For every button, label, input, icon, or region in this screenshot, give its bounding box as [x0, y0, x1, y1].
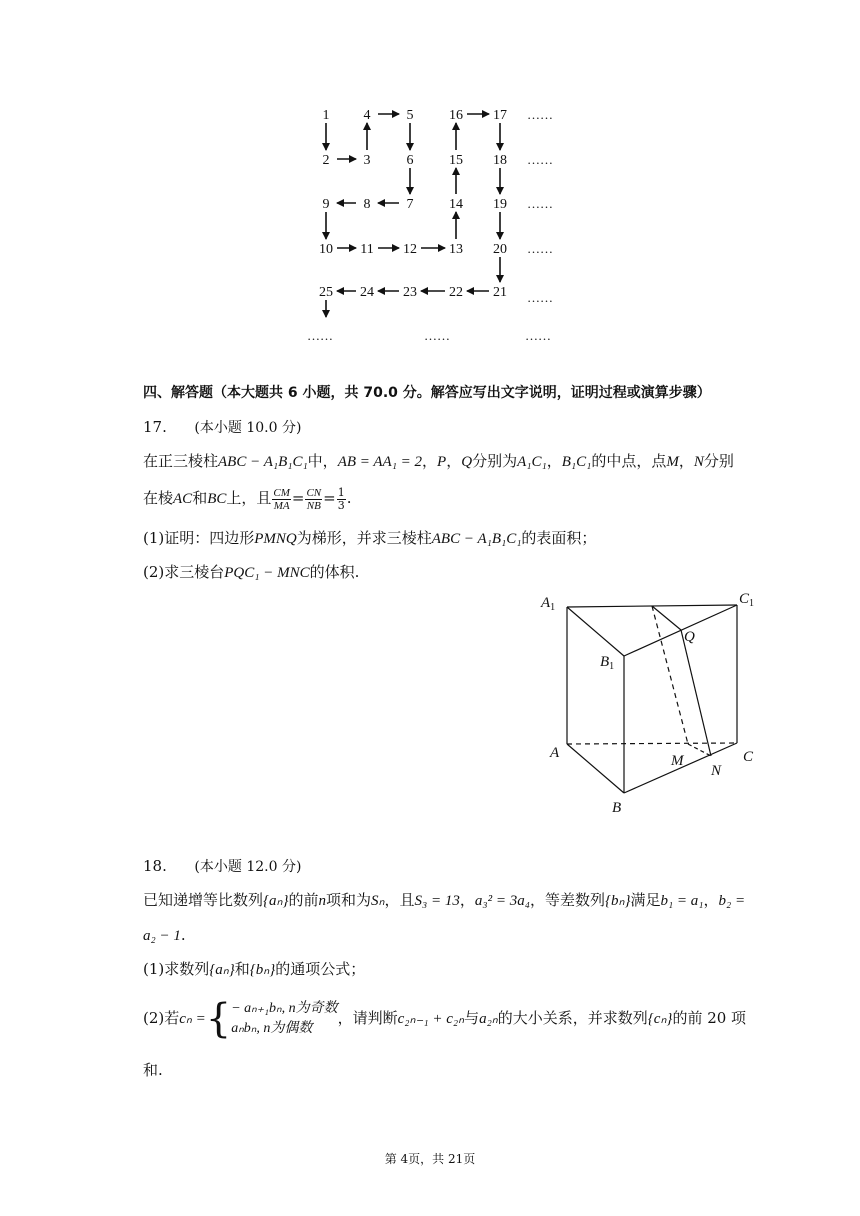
- spiral-number: 1: [322, 108, 330, 123]
- text: 在正三棱柱: [143, 452, 219, 470]
- spiral-number: 19: [493, 197, 507, 212]
- math: b₂ =: [718, 893, 746, 909]
- spiral-ellipses: [307, 107, 553, 343]
- spiral-number: 15: [449, 153, 463, 168]
- text: 满足: [630, 891, 661, 909]
- case-even: aₙbₙ, n为偶数: [231, 1021, 313, 1036]
- spiral-ellipsis: ……: [527, 241, 553, 256]
- math: PMNQ: [254, 531, 297, 547]
- piecewise-cases: [231, 999, 337, 1039]
- spiral-number: 11: [360, 242, 374, 257]
- fraction-cm-ma: [272, 487, 291, 512]
- math: AC: [173, 491, 193, 507]
- text: 与: [464, 1009, 480, 1027]
- math: S₃ = 13: [414, 893, 460, 909]
- spiral-number: 2: [322, 153, 330, 168]
- math: N: [693, 454, 704, 470]
- spiral-ellipsis: ……: [307, 328, 333, 343]
- q17-line1: [143, 451, 734, 472]
- math: Q: [461, 454, 473, 470]
- text: 上，且: [226, 489, 272, 507]
- math: a₃² = 3a₄: [474, 893, 530, 909]
- fraction-cn-nb: [305, 487, 322, 512]
- math: B₁C₁: [561, 454, 592, 470]
- spiral-ellipsis: ……: [527, 107, 553, 122]
- text: 的体积.: [309, 563, 360, 581]
- text: 已知递增等比数列: [143, 891, 264, 909]
- label-n: N: [711, 763, 722, 779]
- text: .: [180, 926, 186, 944]
- text: (1)证明：四边形: [143, 529, 255, 547]
- spiral-number: 17: [493, 108, 507, 123]
- numerator: 1: [337, 485, 345, 499]
- label-a: A: [550, 745, 560, 761]
- text: ，: [446, 452, 462, 470]
- text: ，: [459, 891, 475, 909]
- q17-header: [143, 417, 301, 438]
- math: cₙ =: [179, 1011, 206, 1027]
- text: 的前 20 项: [672, 1009, 747, 1027]
- text: (2)求三棱台: [143, 563, 225, 581]
- spiral-number: 20: [493, 242, 507, 257]
- text: 的中点，点: [591, 452, 667, 470]
- text: 在棱: [143, 489, 174, 507]
- spiral-number: 13: [449, 242, 463, 257]
- spiral-ellipsis: ……: [527, 290, 553, 305]
- q18-part2: [143, 996, 746, 1041]
- spiral-ellipsis: ……: [424, 328, 450, 343]
- spiral-ellipsis: ……: [527, 152, 553, 167]
- label-c1: [739, 591, 754, 609]
- spiral-number: 9: [322, 197, 330, 212]
- q18-part1: [143, 959, 365, 980]
- math: a₂ − 1: [143, 928, 181, 944]
- text: ，: [703, 891, 719, 909]
- text: 的大小关系，并求数列: [497, 1009, 648, 1027]
- spiral-ellipsis: ……: [525, 328, 551, 343]
- spiral-number: 12: [403, 242, 417, 257]
- math: P: [437, 454, 447, 470]
- q18-line1: [143, 890, 745, 911]
- text: 分别为: [472, 452, 518, 470]
- number-spiral-figure: [300, 98, 570, 348]
- q17-number: 17.: [143, 418, 167, 436]
- label-b1: [600, 654, 614, 672]
- text: .: [346, 489, 352, 507]
- edge-p-q: [652, 606, 681, 630]
- spiral-number: 16: [449, 108, 463, 123]
- spiral-number: 6: [406, 153, 414, 168]
- math: a₂ₙ: [479, 1011, 498, 1027]
- label-c: C: [743, 749, 754, 765]
- math: {aₙ}: [263, 893, 289, 909]
- piecewise-brace: {: [205, 996, 232, 1042]
- text: 和.: [143, 1061, 163, 1079]
- label-letter: A: [541, 595, 551, 611]
- math: A₁C₁: [517, 454, 547, 470]
- label-q: Q: [684, 629, 695, 645]
- spiral-ellipsis: ……: [527, 196, 553, 211]
- q17-part1: [143, 528, 596, 549]
- label-subscript: 1: [749, 598, 755, 609]
- text: (1)求数列: [143, 960, 210, 978]
- label-b: B: [612, 800, 622, 816]
- edge-a-c-hidden: [567, 743, 737, 744]
- text: 项和为: [326, 891, 372, 909]
- denominator: 3: [337, 498, 345, 512]
- q18-line2: [143, 925, 186, 946]
- text: ，等差数列: [529, 891, 605, 909]
- label-subscript: 1: [550, 602, 556, 613]
- math: M: [666, 454, 679, 470]
- text: 为梯形，并求三棱柱: [296, 529, 432, 547]
- prism-diagram: [530, 585, 770, 825]
- math: PQC₁ − MNC: [224, 565, 310, 581]
- denominator: MA: [273, 499, 290, 512]
- edge-b1-c1: [624, 605, 737, 656]
- spiral-number: 7: [406, 197, 414, 212]
- edge-p-m-hidden: [652, 606, 688, 744]
- q18-part2-end: [143, 1060, 163, 1080]
- math: ABC − A₁B₁C₁: [218, 454, 308, 470]
- spiral-numbers: [319, 108, 507, 300]
- label-a1: [540, 595, 555, 613]
- math: Sₙ: [371, 893, 385, 909]
- spiral-number: 24: [360, 285, 374, 300]
- q18-number: 18.: [143, 857, 167, 875]
- math: AB = AA₁ = 2: [337, 454, 423, 470]
- text: ，: [678, 452, 694, 470]
- q18-header: [143, 856, 301, 877]
- text: 的前: [288, 891, 319, 909]
- text: 分别: [703, 452, 734, 470]
- label-letter: C: [739, 591, 750, 607]
- text: 和: [192, 489, 208, 507]
- spiral-number: 8: [363, 197, 371, 212]
- label-subscript: 1: [609, 661, 615, 672]
- spiral-number: 3: [363, 153, 371, 168]
- spiral-number: 4: [363, 108, 371, 123]
- math: c₂ₙ₋₁ + c₂ₙ: [397, 1011, 465, 1027]
- label-letter: B: [600, 654, 610, 670]
- spiral-number: 5: [406, 108, 414, 123]
- edge-m-n-hidden: [688, 744, 711, 756]
- math: n: [318, 893, 327, 909]
- edge-a-b: [567, 744, 624, 793]
- spiral-number: 21: [493, 285, 507, 300]
- text: 中，: [307, 452, 338, 470]
- text: 的表面积；: [521, 529, 597, 547]
- equals: =: [291, 489, 305, 507]
- text: 的通项公式；: [275, 960, 366, 978]
- spiral-number: 25: [319, 285, 333, 300]
- q18-score: (本小题 12.0 分): [194, 859, 302, 875]
- text: ，: [422, 452, 438, 470]
- spiral-number: 14: [449, 197, 463, 212]
- math: ABC − A₁B₁C₁: [431, 531, 522, 547]
- fraction-one-third: [337, 487, 346, 512]
- spiral-number: 22: [449, 285, 463, 300]
- label-m: M: [671, 753, 684, 769]
- page-footer: 第 4页，共 21页: [384, 1152, 476, 1166]
- math: {bₙ}: [604, 893, 631, 909]
- math: {aₙ}: [209, 962, 235, 978]
- section-heading: 四、解答题（本大题共 6 小题，共 70.0 分。解答应写出文字说明，证明过程或演算步骤）: [143, 385, 711, 401]
- spiral-number: 18: [493, 153, 507, 168]
- spiral-number: 23: [403, 285, 417, 300]
- edge-a1-b1: [567, 607, 624, 656]
- denominator: NB: [306, 499, 321, 512]
- math: {cₙ}: [647, 1011, 673, 1027]
- text: (2)若: [143, 1009, 180, 1027]
- q17-line2: [143, 484, 352, 513]
- text: ，: [546, 452, 562, 470]
- q17-part2: [143, 562, 359, 583]
- q17-score: (本小题 10.0 分): [194, 420, 302, 436]
- math: b₁ = a₁: [660, 893, 704, 909]
- equals: =: [323, 489, 336, 507]
- text: ，请判断: [337, 1009, 398, 1027]
- math: BC: [207, 491, 227, 507]
- numerator: CN: [306, 486, 322, 499]
- edge-q-n: [681, 630, 711, 756]
- numerator: CM: [273, 486, 290, 499]
- text: 和: [234, 960, 250, 978]
- spiral-number: 10: [319, 242, 333, 257]
- math: {bₙ}: [249, 962, 276, 978]
- case-odd: − aₙ₊₁bₙ, n为奇数: [231, 1001, 338, 1016]
- text: ，且: [384, 891, 415, 909]
